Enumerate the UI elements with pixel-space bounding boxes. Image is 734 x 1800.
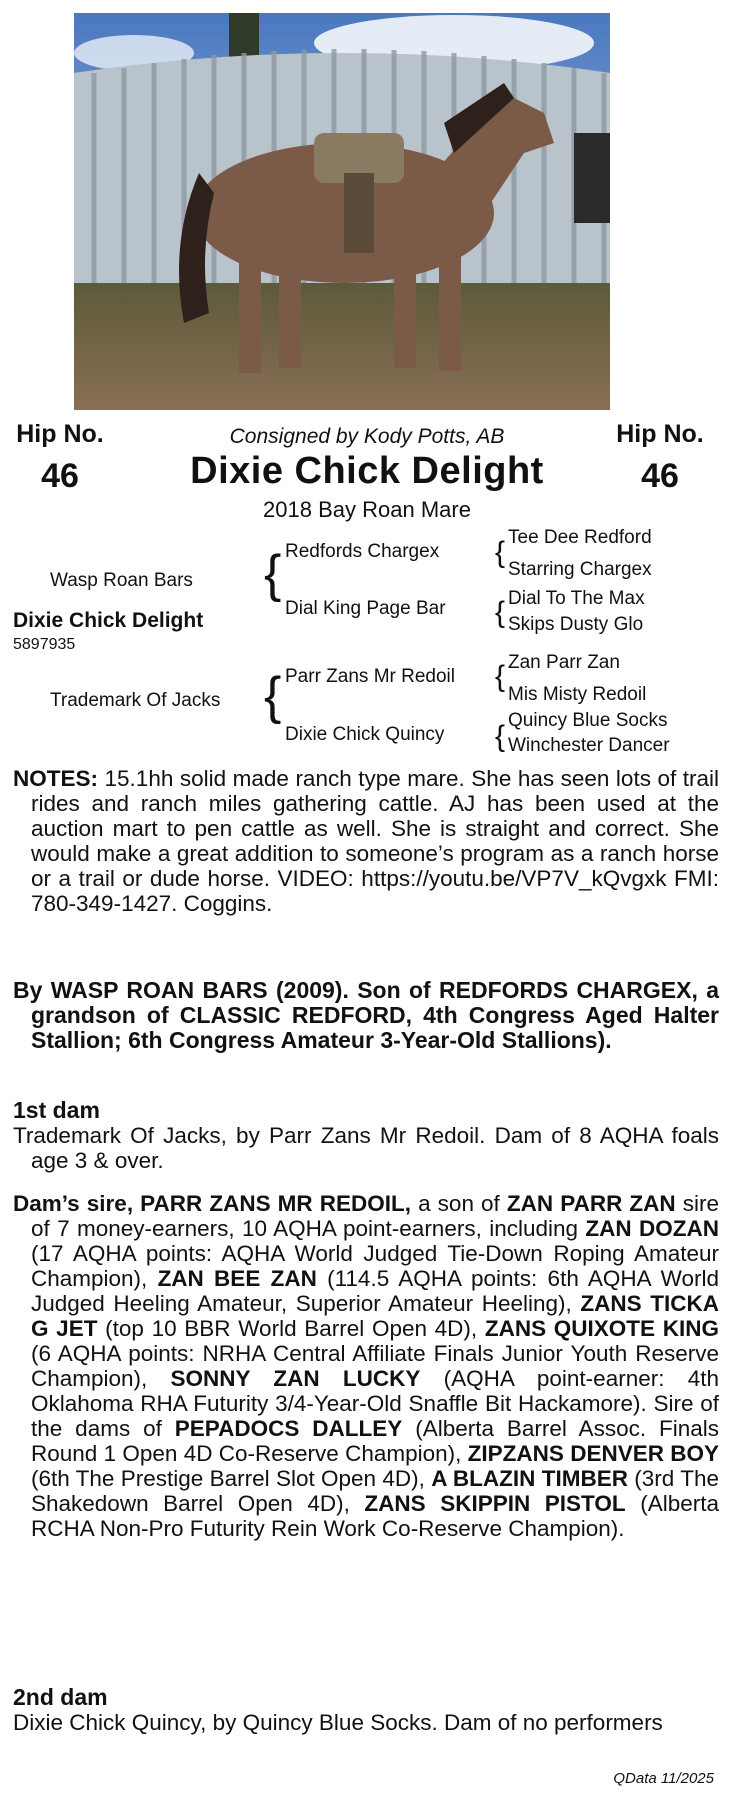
text: (top 10 BBR World Barrel Open 4D), xyxy=(97,1316,485,1341)
pedigree-sire-sire: Redfords Chargex xyxy=(285,541,440,562)
pedigree-dd-dam: Winchester Dancer xyxy=(508,735,670,756)
first-dam-heading: 1st dam xyxy=(13,1097,100,1123)
consignor: Consigned by Kody Potts, AB xyxy=(229,425,505,448)
sire-text: By WASP ROAN BARS (2009). Son of REDFORDS CHARGEX, a grandson of CLASSIC REDFORD, 4th Congress Aged Halter Stallion; 6th Congress Amateur 3-Year-Old Stallions). xyxy=(13,977,719,1053)
text: sire of 7 money-earners, 10 AQHA point-earners, including xyxy=(31,1191,719,1241)
pedigree-ss-dam: Starring Chargex xyxy=(508,559,652,580)
notes-label: NOTES: xyxy=(13,766,99,791)
brace: { xyxy=(264,667,282,725)
text: (Alberta RCHA Non-Pro Futurity Rein Work Co-Reserve Champion). xyxy=(31,1491,719,1541)
brace: { xyxy=(495,720,506,753)
second-dam-text: Dixie Chick Quincy, by Quincy Blue Socks. Dam of no performers xyxy=(13,1710,663,1735)
brace: { xyxy=(495,660,506,693)
text: (AQHA point-earner: 4th Oklahoma RHA Futurity 3/4-Year-Old Snaffle Bit Hackamore). Sire of the dams of xyxy=(31,1366,719,1441)
horse-description: 2018 Bay Roan Mare xyxy=(263,497,471,522)
hip-number: 46 xyxy=(641,457,679,495)
horse-name: Dixie Chick Delight xyxy=(190,450,544,492)
second-dam-heading: 2nd dam xyxy=(13,1684,108,1710)
horse-ref: SONNY ZAN LUCKY xyxy=(170,1366,421,1391)
pedigree-sire-dam: Dial King Page Bar xyxy=(285,598,446,619)
first-dam-section xyxy=(13,1098,719,1173)
horse-ref: ZAN PARR ZAN xyxy=(506,1191,676,1216)
horse-ref: ZANS QUIXOTE KING xyxy=(484,1316,719,1341)
horse-ref: ZAN DOZAN xyxy=(585,1216,719,1241)
text: a son of xyxy=(411,1191,507,1216)
notes-text: 15.1hh solid made ranch type mare. She has seen lots of trail rides and ranch miles gathering cattle. AJ has been used at the auction mart to pen cattle as well. She is straight and correct. She would make a great addition to someone’s program as a ranch horse or a trail or dude horse. VIDEO: https://youtu.be/VP7V_kQvgxk FMI: 780-349-1427. Coggins. xyxy=(31,766,719,916)
hip-number: 46 xyxy=(41,457,79,495)
dams-sire-lead: Dam’s sire, PARR ZANS MR REDOIL, xyxy=(13,1191,411,1216)
text: (6 AQHA points: NRHA Central Affiliate Finals Junior Youth Reserve Champion), xyxy=(31,1341,719,1391)
horse-ref: PEPADOCS DALLEY xyxy=(174,1416,403,1441)
brace: { xyxy=(495,536,506,569)
brace: { xyxy=(264,545,282,603)
pedigree-ds-sire: Zan Parr Zan xyxy=(508,652,620,673)
dams-sire-section xyxy=(13,1191,719,1541)
pedigree-sd-dam: Skips Dusty Glo xyxy=(508,614,644,635)
hip-label: Hip No. xyxy=(616,420,704,448)
brace: { xyxy=(495,596,506,629)
pedigree-sire: Wasp Roan Bars xyxy=(50,570,193,591)
hip-label: Hip No. xyxy=(16,420,104,448)
horse-photo xyxy=(74,13,610,410)
horse-ref: ZAN BEE ZAN xyxy=(157,1266,317,1291)
footer-date: QData 11/2025 xyxy=(613,1770,714,1787)
horse-ref: ZANS SKIPPIN PISTOL xyxy=(364,1491,626,1516)
pedigree-dam-sire: Parr Zans Mr Redoil xyxy=(285,666,455,687)
horse-ref: A BLAZIN TIMBER xyxy=(431,1466,628,1491)
pedigree-horse-name: Dixie Chick Delight xyxy=(13,609,204,632)
text: (6th The Prestige Barrel Slot Open 4D), xyxy=(31,1466,432,1491)
pedigree-dd-sire: Quincy Blue Socks xyxy=(508,710,668,731)
sire-paragraph xyxy=(13,978,719,1053)
pedigree-ss-sire: Tee Dee Redford xyxy=(508,527,652,548)
pedigree-sd-sire: Dial To The Max xyxy=(508,588,645,609)
text: (17 AQHA points: AQHA World Judged Tie-Down Roping Amateur Champion), xyxy=(31,1241,719,1291)
pedigree-dam-dam: Dixie Chick Quincy xyxy=(285,724,445,745)
second-dam-section xyxy=(13,1685,719,1735)
text: (Alberta Barrel Assoc. Finals Round 1 Open 4D Co-Reserve Champion), xyxy=(31,1416,720,1466)
text: (114.5 AQHA points: 6th AQHA World Judged Heeling Amateur, Superior Amateur Heeling), xyxy=(31,1266,719,1316)
pedigree-dam: Trademark Of Jacks xyxy=(50,690,221,711)
pedigree-ds-dam: Mis Misty Redoil xyxy=(508,684,647,705)
notes-section xyxy=(13,766,719,916)
text: (3rd The Shakedown Barrel Open 4D), xyxy=(31,1466,719,1516)
first-dam-text: Trademark Of Jacks, by Parr Zans Mr Redoil. Dam of 8 AQHA foals age 3 & over. xyxy=(13,1123,719,1173)
horse-ref: ZANS TICKA G JET xyxy=(31,1291,719,1341)
registration-number: 5897935 xyxy=(13,636,76,653)
horse-ref: ZIPZANS DENVER BOY xyxy=(467,1441,719,1466)
